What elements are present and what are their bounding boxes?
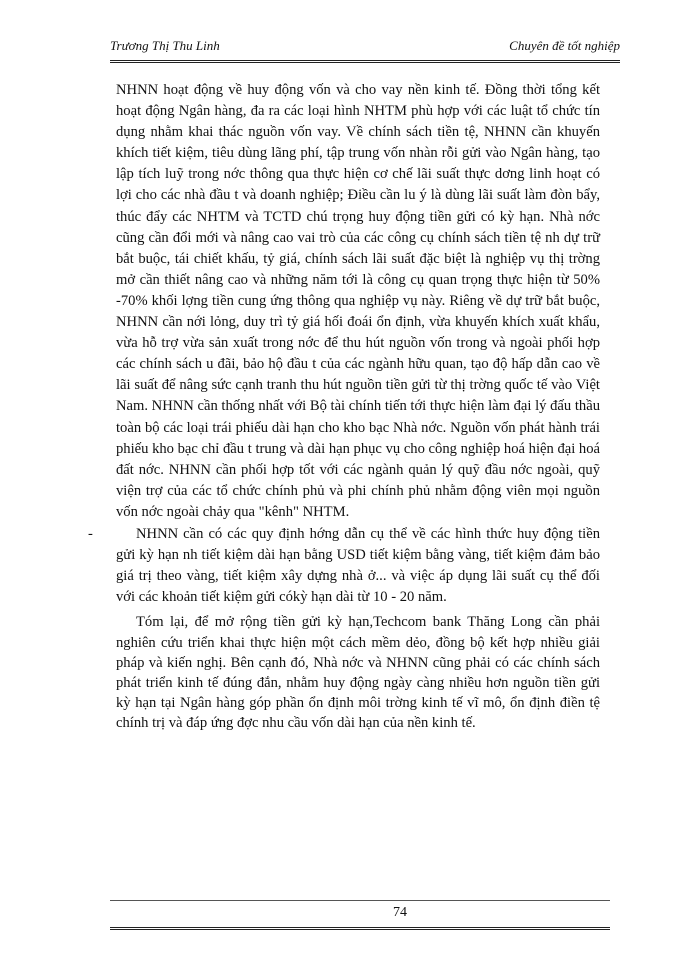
bullet-text: NHNN cần có các quy định hớng dẫn cụ thể về các hình thức huy động tiền gửi kỳ hạn nh tiết kiệm dài hạn bằng USD tiết kiệm bằng vàng, tiết kiệm đảm bảo giá trị theo vàng, tiết kiệm xây dựng nhà ở... và việc áp dụng lãi suất cụ thể đối với các khoản tiết kiệm gửi cókỳ hạn dài từ 10 - 20 năm. [116,525,600,606]
header-document-type: Chuyên đề tốt nghiệp [509,38,620,53]
footer-rule-top [110,900,610,901]
footer-rule-bottom [110,927,610,930]
bullet-item [88,524,600,608]
bullet-marker: - [88,525,93,542]
paragraph-continued: NHNN hoạt động về huy động vốn và cho vay nền kinh tế. Đồng thời tổng kết hoạt động Ngân hàng, đa ra các loại hình NHTM phù hợp với các luật tổ chức tín dụng nhằm khai thác nguồn vốn vay. Về chính sách tiền tệ, NHNN cần khuyến khích tiết kiệm, tiêu dùng lãng phí, tập trung vốn nhàn rỗi gửi vào Ngân hàng, tạo lập tích luỹ trong nớc thông qua thực hiện cơ chế lãi suất thực dơng linh hoạt có lợi cho các nhà đầu t và doanh nghiệp; Điều cần lu ý là dùng lãi suất làm đòn bẩy, thúc đẩy các NHTM và TCTD chú trọng huy động tiền gửi có kỳ hạn. Nhà nớc cũng cần đổi mới và nâng cao vai trò của các công cụ chính sách tiền tệ nh dự trữ bắt buộc, tái chiết khấu, tỷ giá, chính sách lãi suất đặc biệt là nghiệp vụ thị trờng mở cần thiết nâng cao và những năm tới là công cụ quan trọng thực hiện từ 50% -70% khối lợng tiền cung ứng thông qua nghiệp vụ này. Riêng về dự trữ bắt buộc, NHNN cần nới lỏng, duy trì tỷ giá hối đoái ổn định, vừa khuyến khích xuất khẩu, vừa hỗ trợ vừa sản xuất trong nớc để thu hút nguồn vốn trong và ngoài phối hợp các chính sách u đãi, bảo hộ đầu t của các ngành hữu quan, tạo độ hấp dẫn cao về lãi suất để nâng sức cạnh tranh thu hút nguồn tiền gửi từ thị trờng quốc tế vào Việt Nam. NHNN cần thống nhất với Bộ tài chính tiến tới thực hiện làm đại lý đấu thầu toàn bộ các loại trái phiếu dài hạn cho kho bạc Nhà nớc. Nguồn vốn phát hành trái phiếu kho bạc chỉ đầu t trung và dài hạn phục vụ cho công nghiệp hoá hiện đại hoá đất nớc. NHNN cần phối hợp tốt với các ngành quản lý quỹ đầu nớc ngoài, quỹ viện trợ của các tổ chức chính phủ và phi chính phủ nhằm động viên mọi nguồn vốn nớc ngoài chảy qua "kênh" NHTM. [116,82,600,520]
header-rule [110,60,620,63]
paragraph-summary: Tóm lại, để mở rộng tiền gửi kỳ hạn,Techcom bank Thăng Long cần phải nghiên cứu triển khai thực hiện một cách mềm dẻo, đồng bộ kết hợp nhiều giải pháp và kiến nghị. Bên cạnh đó, Nhà nớc và NHNN cũng phải có các chính sách phát triển kinh tế đúng đắn, nhằm huy động ngày càng nhiều hơn nguồn tiền gửi kỳ hạn tại Ngân hàng góp phần ổn định môi trờng kinh tế vĩ mô, ổn định điền tệ chính trị và đáp ứng đợc nhu cầu vốn dài hạn của nền kinh tế. [116,614,600,732]
page-body [88,80,600,734]
header-author: Trương Thị Thu Linh [110,38,220,53]
page-number: 74 [393,905,407,920]
page-header [110,34,620,64]
